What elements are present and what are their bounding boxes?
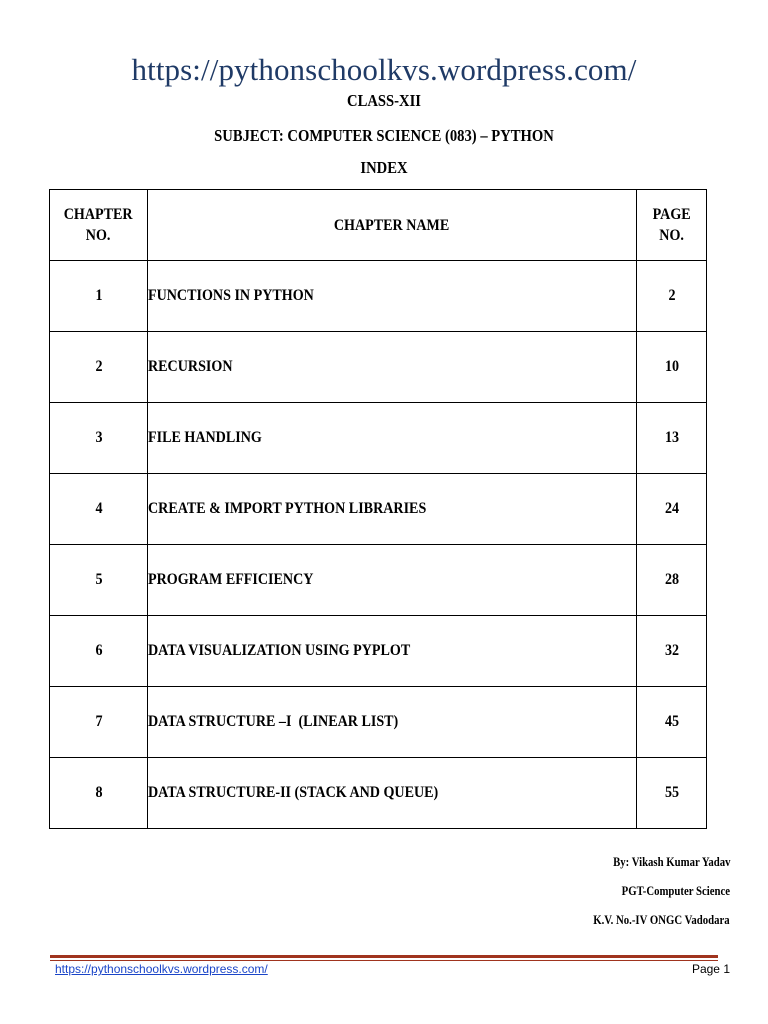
page-number: 2 <box>637 261 707 332</box>
index-heading: INDEX <box>360 158 408 177</box>
footer-divider-thin <box>50 960 718 961</box>
header-chapter-no: CHAPTER NO. <box>50 190 148 261</box>
page-number: 28 <box>637 545 707 616</box>
index-table <box>49 189 707 829</box>
footer-link[interactable]: https://pythonschoolkvs.wordpress.com/ <box>55 962 268 976</box>
page-number: 10 <box>637 332 707 403</box>
chapter-number: 4 <box>50 474 148 545</box>
chapter-number: 6 <box>50 616 148 687</box>
chapter-name: DATA STRUCTURE-II (STACK AND QUEUE) <box>148 758 637 829</box>
footer-page-number: Page 1 <box>691 962 730 976</box>
table-row <box>50 758 707 829</box>
table-row <box>50 474 707 545</box>
chapter-number: 3 <box>50 403 148 474</box>
page-number: 24 <box>637 474 707 545</box>
chapter-number: 5 <box>50 545 148 616</box>
chapter-name: FUNCTIONS IN PYTHON <box>148 261 637 332</box>
table-row <box>50 261 707 332</box>
author-school: K.V. No.-IV ONGC Vadodara <box>593 913 730 927</box>
table-row <box>50 616 707 687</box>
page-number: 32 <box>637 616 707 687</box>
chapter-name: DATA STRUCTURE –I (LINEAR LIST) <box>148 687 637 758</box>
header-page-no: PAGE NO. <box>637 190 707 261</box>
chapter-number: 8 <box>50 758 148 829</box>
chapter-name: RECURSION <box>148 332 637 403</box>
page-number: 13 <box>637 403 707 474</box>
chapter-name: PROGRAM EFFICIENCY <box>148 545 637 616</box>
author-designation: PGT-Computer Science <box>621 884 730 898</box>
subject-heading: SUBJECT: COMPUTER SCIENCE (083) – PYTHON <box>214 126 554 145</box>
table-row <box>50 332 707 403</box>
chapter-name: DATA VISUALIZATION USING PYPLOT <box>148 616 637 687</box>
chapter-number: 7 <box>50 687 148 758</box>
page-number: 55 <box>637 758 707 829</box>
table-row <box>50 403 707 474</box>
chapter-name: CREATE & IMPORT PYTHON LIBRARIES <box>148 474 637 545</box>
header-chapter-name: CHAPTER NAME <box>148 190 637 261</box>
chapter-name: FILE HANDLING <box>148 403 637 474</box>
page-number: 45 <box>637 687 707 758</box>
site-url-heading[interactable]: https://pythonschoolkvs.wordpress.com/ <box>131 52 637 87</box>
class-heading: CLASS-XII <box>347 91 421 110</box>
table-header-row <box>50 190 707 261</box>
chapter-number: 2 <box>50 332 148 403</box>
table-row <box>50 687 707 758</box>
chapter-number: 1 <box>50 261 148 332</box>
footer-divider-thick <box>50 955 718 958</box>
table-row <box>50 545 707 616</box>
author-name: By: Vikash Kumar Yadav <box>612 855 730 869</box>
